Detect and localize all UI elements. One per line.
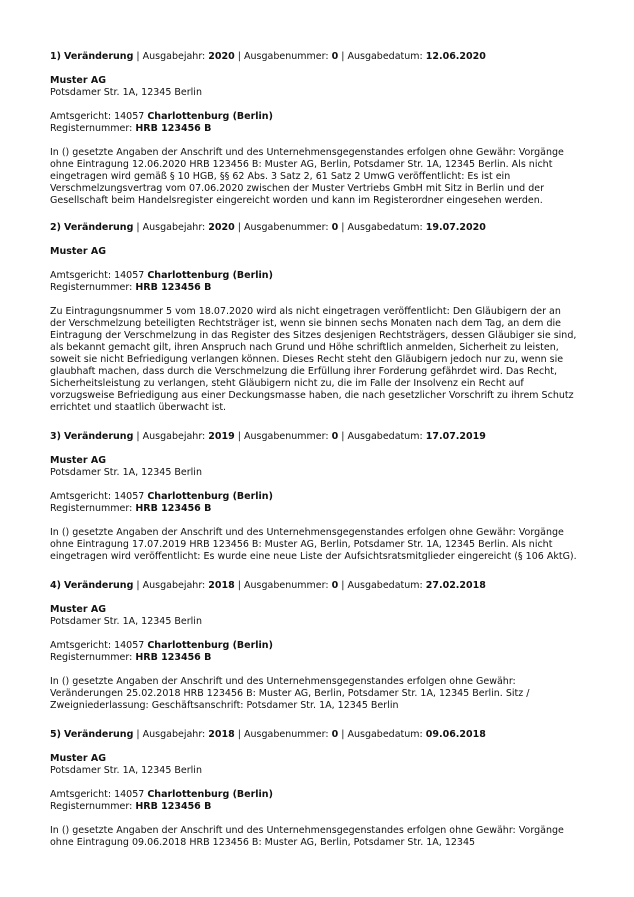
entry-1 — [50, 51, 586, 207]
register-line: Registernummer: HRB 123456 B — [50, 282, 212, 293]
company-name: Muster AG — [50, 75, 106, 86]
entry-3 — [50, 431, 586, 563]
entry-header: 2) Veränderung | Ausgabejahr: 2020 | Ausgabenummer: 0 | Ausgabedatum: 19.07.2020 — [50, 222, 486, 233]
entry-header: 4) Veränderung | Ausgabejahr: 2018 | Ausgabenummer: 0 | Ausgabedatum: 27.02.2018 — [50, 580, 486, 591]
company-address: Potsdamer Str. 1A, 12345 Berlin — [50, 87, 202, 98]
entry-4 — [50, 580, 586, 712]
company-name: Muster AG — [50, 455, 106, 466]
company-name: Muster AG — [50, 753, 106, 764]
company-name: Muster AG — [50, 246, 106, 257]
company-name: Muster AG — [50, 604, 106, 615]
entry-text: In () gesetzte Angaben der Anschrift und des Unternehmensgegenstandes erfolgen ohne Gewähr: Veränderungen 25.02.2018 HRB 123456 B: Muster AG, Berlin, Potsdamer Str. 1A, 12345 Berlin. Sitz / Zweigniederlassung: Geschäftsanschrift: Potsdamer Str. 1A, 12345 Berlin — [50, 676, 530, 711]
company-address: Potsdamer Str. 1A, 12345 Berlin — [50, 616, 202, 627]
entry-5 — [50, 729, 586, 849]
register-line: Registernummer: HRB 123456 B — [50, 123, 212, 134]
entry-text: In () gesetzte Angaben der Anschrift und des Unternehmensgegenstandes erfolgen ohne Gewähr: Vorgänge ohne Eintragung 09.06.2018 HRB 123456 B: Muster AG, Berlin, Potsdamer Str. 1A, 12345 — [50, 825, 564, 848]
entry-header: 3) Veränderung | Ausgabejahr: 2019 | Ausgabenummer: 0 | Ausgabedatum: 17.07.2019 — [50, 431, 486, 442]
register-line: Registernummer: HRB 123456 B — [50, 652, 212, 663]
company-address: Potsdamer Str. 1A, 12345 Berlin — [50, 467, 202, 478]
entry-text: Zu Eintragungsnummer 5 vom 18.07.2020 wird als nicht eingetragen veröffentlicht: Den Gläubigern der an der Verschmelzung beteiligten Rechtsträger ist, wenn sie binnen sechs Monaten nach dem Tag, an dem die Eintragung der Verschmelzung in das Register des Sitzes desjenigen Rechtsträgers, dessen Gläubiger sie sind, als bekannt gemacht gilt, ihren Anspruch nach Grund und Höhe schriftlich anmelden, Sicherheit zu leisten, soweit sie nicht Befriedigung verlangen können. Dieses Recht steht den Gläubigern jedoch nur zu, wenn sie glaubhaft machen, dass durch die Verschmelzung die Erfüllung ihrer Forderung gefährdet wird. Das Recht, Sicherheitsleistung zu verlangen, steht Gläubigern nicht zu, die im Falle der Insolvenz ein Recht auf vorzugsweise Befriedigung aus einer Deckungsmasse haben, die nach gesetzlicher Vorschrift zu ihrem Schutz errichtet und staatlich überwacht ist. — [50, 306, 577, 413]
court-line: Amtsgericht: 14057 Charlottenburg (Berlin) — [50, 789, 273, 800]
entry-text: In () gesetzte Angaben der Anschrift und des Unternehmensgegenstandes erfolgen ohne Gewähr: Vorgänge ohne Eintragung 17.07.2019 HRB 123456 B: Muster AG, Berlin, Potsdamer Str. 1A, 12345 Berlin. Als nicht eingetragen wird veröffentlicht: Es wurde eine neue Liste der Aufsichtsratsmitglieder eingereicht (§ 106 AktG). — [50, 527, 577, 562]
entry-text: In () gesetzte Angaben der Anschrift und des Unternehmensgegenstandes erfolgen ohne Gewähr: Vorgänge ohne Eintragung 12.06.2020 HRB 123456 B: Muster AG, Berlin, Potsdamer Str. 1A, 12345 Berlin. Als nicht eingetragen wird gemäß § 10 HGB, §§ 62 Abs. 3 Satz 2, 61 Satz 2 UmwG veröffentlicht: Es ist ein Verschmelzungsvertrag vom 07.06.2020 zwischen der Muster Vertriebs GmbH mit Sitz in Berlin und der Gesellschaft beim Handelsregister eingereicht worden und kann im Registerordner eingesehen werden. — [50, 147, 564, 206]
entry-header: 5) Veränderung | Ausgabejahr: 2018 | Ausgabenummer: 0 | Ausgabedatum: 09.06.2018 — [50, 729, 486, 740]
court-line: Amtsgericht: 14057 Charlottenburg (Berlin) — [50, 491, 273, 502]
register-line: Registernummer: HRB 123456 B — [50, 503, 212, 514]
company-address: Potsdamer Str. 1A, 12345 Berlin — [50, 765, 202, 776]
register-line: Registernummer: HRB 123456 B — [50, 801, 212, 812]
entry-header: 1) Veränderung | Ausgabejahr: 2020 | Ausgabenummer: 0 | Ausgabedatum: 12.06.2020 — [50, 51, 486, 62]
court-line: Amtsgericht: 14057 Charlottenburg (Berlin) — [50, 270, 273, 281]
entry-2 — [50, 222, 586, 414]
court-line: Amtsgericht: 14057 Charlottenburg (Berlin) — [50, 111, 273, 122]
court-line: Amtsgericht: 14057 Charlottenburg (Berlin) — [50, 640, 273, 651]
